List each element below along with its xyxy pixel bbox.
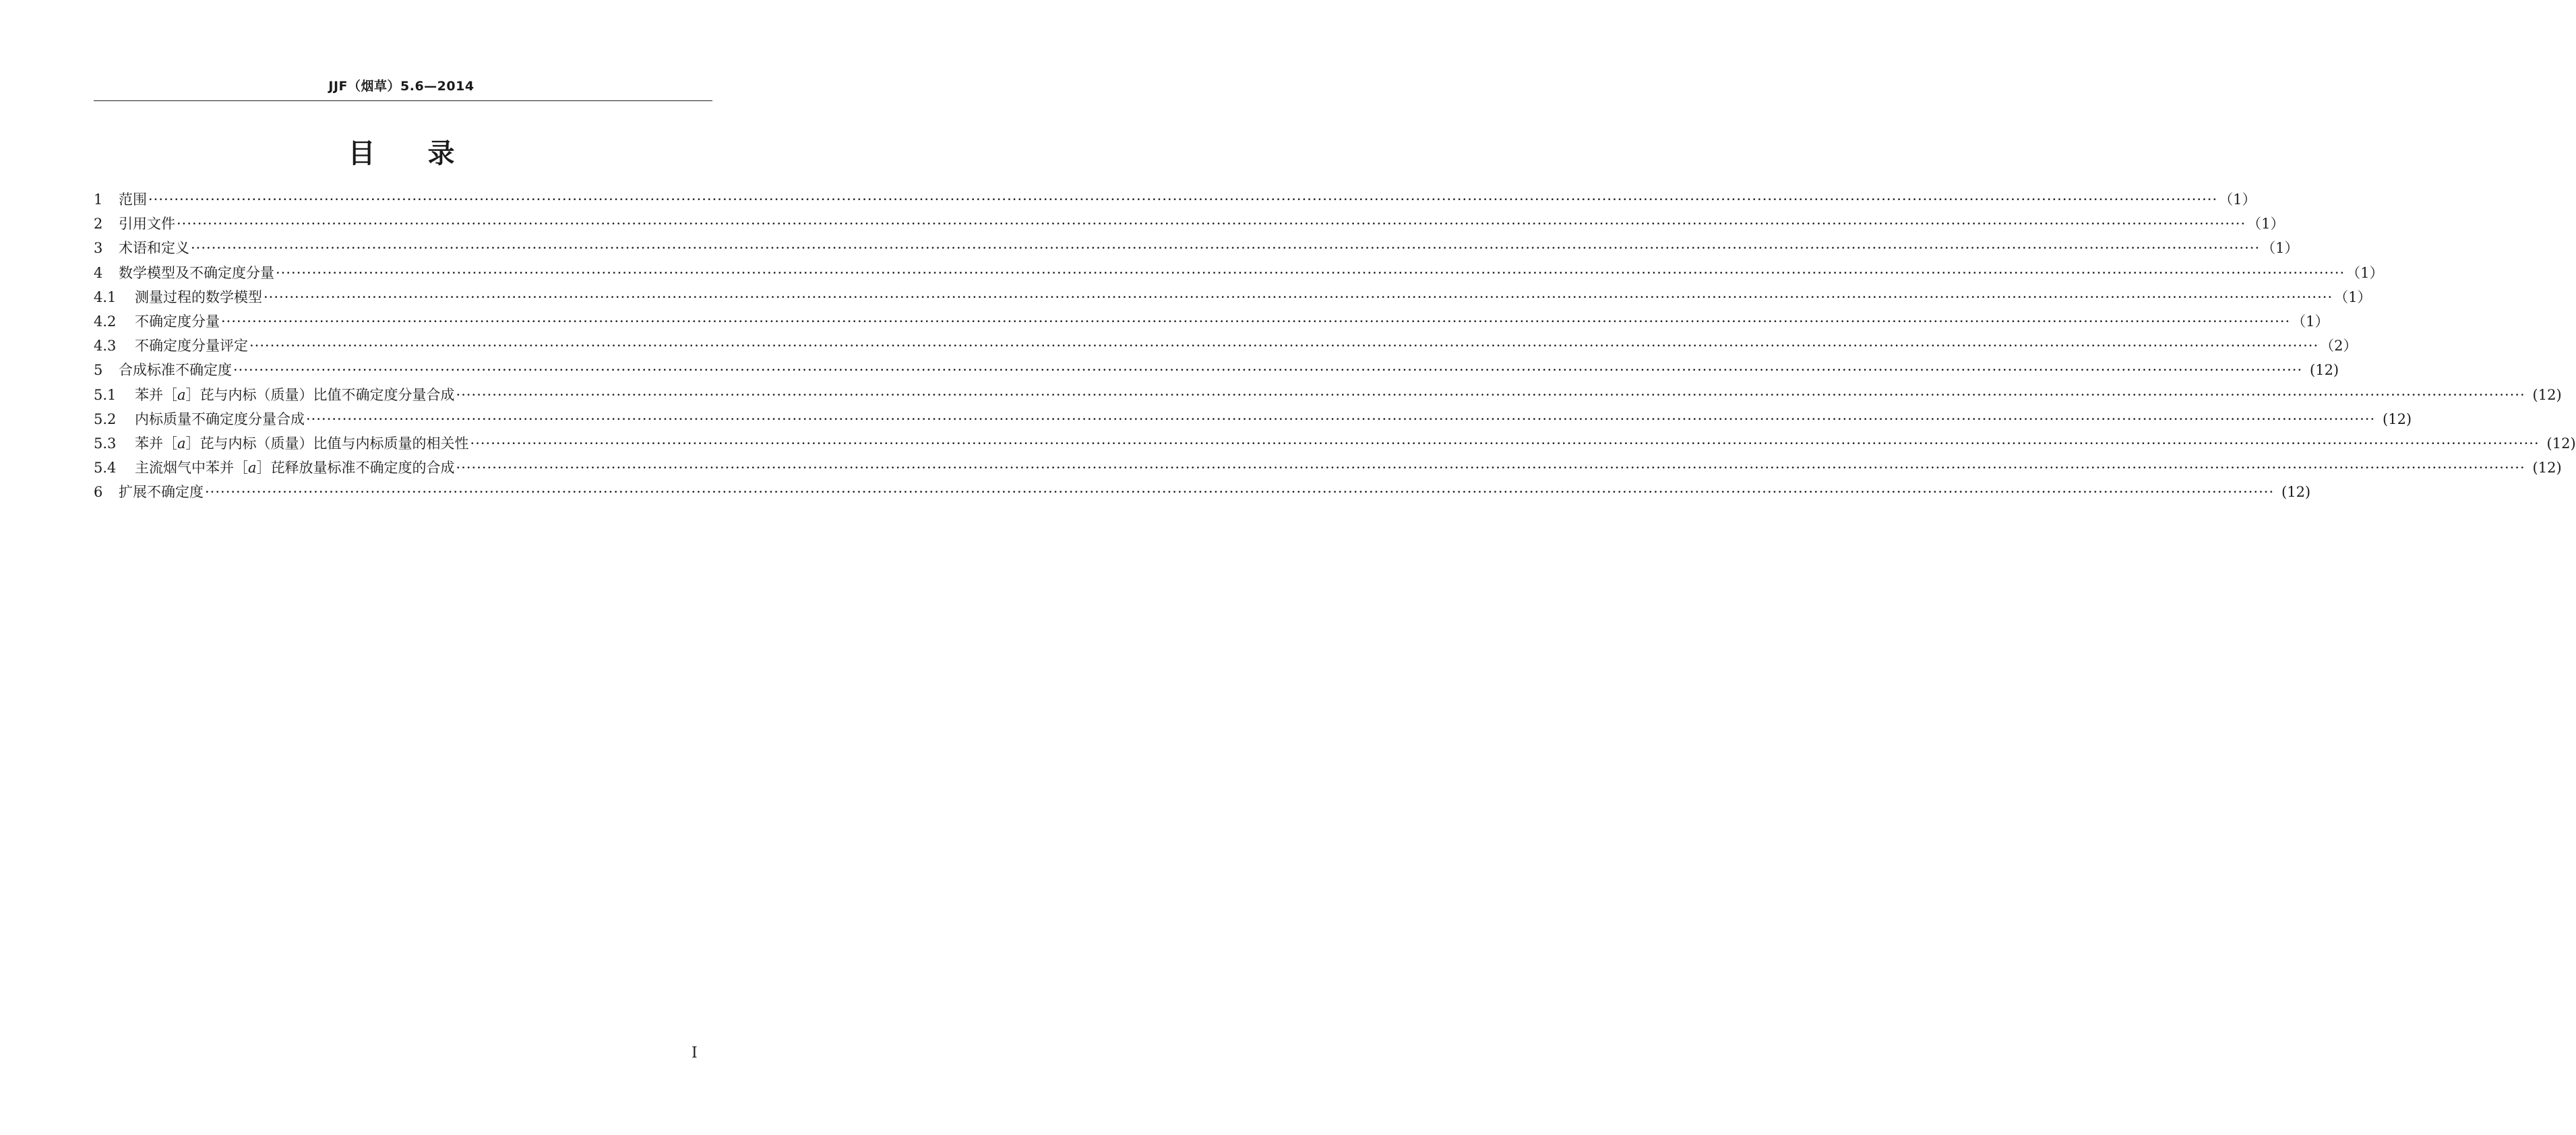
toc-entry[interactable] [94, 431, 2576, 456]
toc-entry[interactable] [94, 334, 2358, 358]
page-number: Ⅰ [692, 1045, 698, 1062]
toc-title: 目录 [348, 138, 508, 169]
toc-entry[interactable] [94, 187, 2257, 212]
toc-entry[interactable] [94, 358, 2339, 382]
toc-entry-number: 2 [94, 216, 103, 233]
toc-dot-leader: ················································································································································································································································································································································································································ [205, 484, 2275, 501]
toc-entry-page: （1） [2346, 264, 2384, 281]
toc-entry-number: 4.3 [94, 338, 117, 355]
toc-dot-leader: ················································································································································································································································································································································································································ [177, 216, 2246, 233]
toc-entry-page: （1） [2247, 216, 2285, 233]
toc-entry-page: （1） [2261, 240, 2299, 257]
toc-entry-page: (12) [2532, 386, 2562, 403]
toc-entry-number: 5.2 [94, 410, 117, 427]
toc-dot-leader: ················································································································································································································································································································································································································ [191, 240, 2261, 257]
toc-entry[interactable] [94, 383, 2562, 407]
toc-entry-title: 内标质量不确定度分量合成 [135, 410, 305, 427]
toc-dot-leader: ················································································································································································································································································································································································································ [470, 435, 2540, 452]
toc-entry-page: （2） [2320, 338, 2358, 355]
toc-entry-title: 合成标准不确定度 [119, 362, 232, 379]
toc-entry-number: 4.1 [94, 288, 117, 305]
toc-dot-leader: ················································································································································································································································································································································································································ [221, 313, 2291, 330]
toc-entry-title: 引用文件 [119, 216, 175, 233]
toc-dot-leader: ················································································································································································································································································································································································································ [233, 362, 2303, 379]
toc-entry-number: 5.1 [94, 386, 117, 403]
toc-entry-title: 苯并［a］芘与内标（质量）比值不确定度分量合成 [135, 386, 455, 403]
toc-entry-title: 测量过程的数学模型 [135, 288, 262, 305]
table-of-contents [94, 187, 2576, 504]
toc-entry[interactable] [94, 285, 2372, 309]
toc-entry-title: 不确定度分量评定 [135, 338, 248, 355]
toc-entry[interactable] [94, 480, 2311, 504]
toc-entry-title: 苯并［a］芘与内标（质量）比值与内标质量的相关性 [135, 435, 469, 452]
toc-dot-leader: ················································································································································································································································································································································································································ [456, 386, 2525, 403]
toc-entry-page: (12) [2546, 435, 2576, 452]
toc-entry[interactable] [94, 261, 2384, 285]
toc-entry-title: 数学模型及不确定度分量 [119, 264, 274, 281]
toc-entry-number: 5 [94, 362, 103, 379]
toc-entry-number: 4 [94, 264, 103, 281]
toc-entry[interactable] [94, 236, 2299, 260]
toc-entry-title: 扩展不确定度 [119, 484, 204, 501]
toc-dot-leader: ················································································································································································································································································································································································································ [306, 410, 2376, 427]
toc-entry-number: 3 [94, 240, 103, 257]
toc-entry-number: 5.4 [94, 460, 117, 477]
toc-entry-page: (12) [2532, 460, 2562, 477]
toc-entry-title: 范围 [119, 191, 147, 208]
toc-entry-page: (12) [2281, 484, 2311, 501]
toc-dot-leader: ················································································································································································································································································································································································································ [148, 191, 2218, 208]
toc-entry[interactable] [94, 212, 2285, 236]
toc-dot-leader: ················································································································································································································································································································································································································ [264, 288, 2333, 305]
toc-entry-title: 不确定度分量 [135, 313, 220, 330]
toc-entry-page: (12) [2383, 410, 2412, 427]
toc-dot-leader: ················································································································································································································································································································································································································ [249, 338, 2319, 355]
document-code-header: JJF（烟草）5.6—2014 [328, 79, 474, 94]
toc-entry[interactable] [94, 456, 2562, 480]
toc-entry-title: 术语和定义 [119, 240, 189, 257]
toc-entry-number: 6 [94, 484, 103, 501]
toc-entry-page: （1） [2292, 313, 2329, 330]
toc-entry-page: （1） [2219, 191, 2257, 208]
toc-entry-number: 5.3 [94, 435, 117, 452]
toc-entry-page: （1） [2334, 288, 2372, 305]
toc-entry[interactable] [94, 309, 2329, 334]
toc-entry[interactable] [94, 407, 2412, 431]
toc-entry-title: 主流烟气中苯并［a］芘释放量标准不确定度的合成 [135, 460, 455, 477]
toc-entry-number: 4.2 [94, 313, 117, 330]
toc-entry-page: (12) [2310, 362, 2339, 379]
toc-dot-leader: ················································································································································································································································································································································································································ [276, 264, 2345, 281]
toc-dot-leader: ················································································································································································································································································································································································································ [456, 460, 2525, 477]
header-rule [94, 100, 712, 101]
toc-entry-number: 1 [94, 191, 103, 208]
